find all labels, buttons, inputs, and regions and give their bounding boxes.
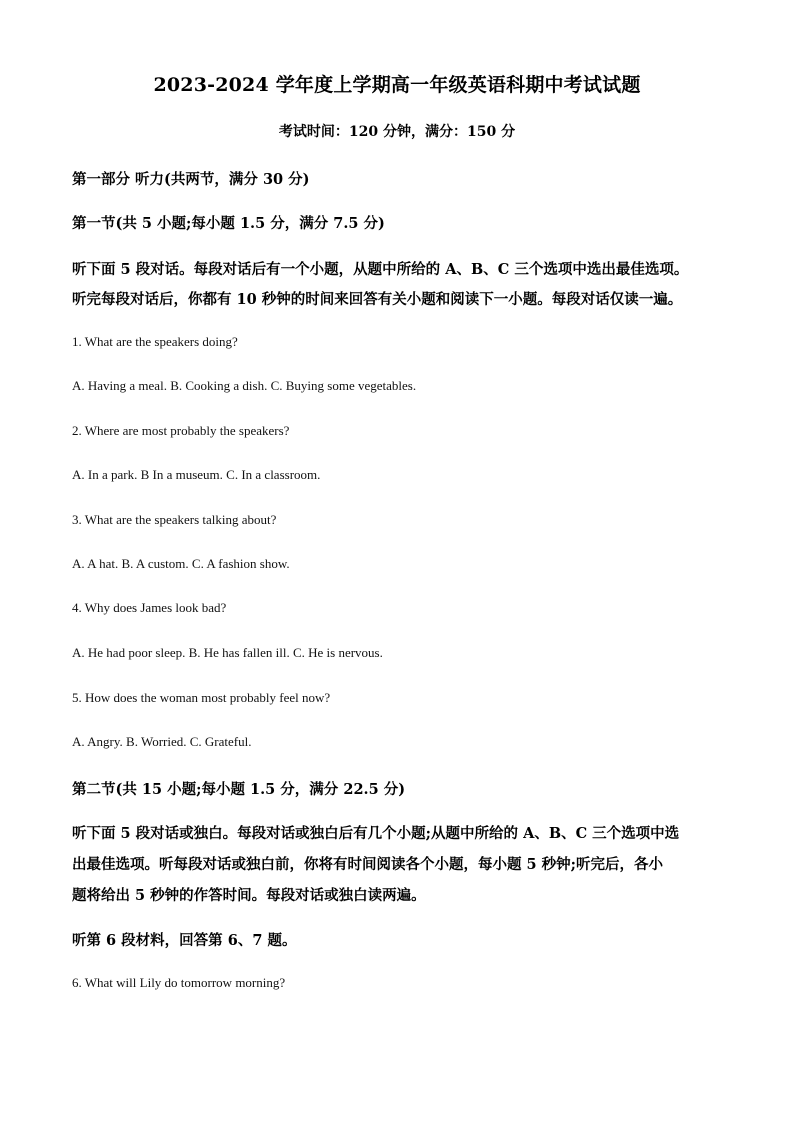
exam-time-score: 考试时间：120 分钟，满分：150 分: [278, 124, 516, 140]
question-3-options: A. A hat. B. A custom. C. A fashion show.: [72, 556, 290, 571]
section2-instructions-line2: 出最佳选项。听每段对话或独白前，你将有时间阅读各个小题，每小题 5 秒钟;听完后，各小: [72, 856, 664, 873]
section2-instructions-line1: 听下面 5 段对话或独白。每段对话或独白后有几个小题;从题中所给的 A、B、C 三个选项中选: [72, 825, 680, 842]
section2-heading: 第二节(共 15 小题;每小题 1.5 分，满分 22.5 分): [72, 781, 406, 798]
material-6-prompt: 听第 6 段材料，回答第 6、7 题。: [72, 932, 297, 949]
section1-instructions-line1: 听下面 5 段对话。每段对话后有一个小题，从题中所给的 A、B、C 三个选项中选出最佳选项。: [72, 261, 689, 278]
question-4-options: A. He had poor sleep. B. He has fallen ill. C. He is nervous.: [72, 645, 383, 660]
question-5-options: A. Angry. B. Worried. C. Grateful.: [72, 734, 252, 749]
section2-instructions-line3: 题将给出 5 秒钟的作答时间。每段对话或独白读两遍。: [72, 887, 426, 904]
question-3: 3. What are the speakers talking about?: [72, 512, 277, 527]
section1-heading: 第一节(共 5 小题;每小题 1.5 分，满分 7.5 分): [72, 215, 385, 232]
question-5: 5. How does the woman most probably feel now?: [72, 690, 331, 705]
part1-heading: 第一部分 听力(共两节，满分 30 分): [72, 171, 310, 188]
question-1-options: A. Having a meal. B. Cooking a dish. C. Buying some vegetables.: [72, 378, 417, 393]
exam-title: 2023-2024 学年度上学期高一年级英语科期中考试试题: [153, 74, 641, 96]
section1-instructions-line2: 听完每段对话后，你都有 10 秒钟的时间来回答有关小题和阅读下一小题。每段对话仅读一遍。: [72, 291, 683, 308]
question-1: 1. What are the speakers doing?: [72, 334, 238, 349]
question-2: 2. Where are most probably the speakers?: [72, 423, 290, 438]
question-6: 6. What will Lily do tomorrow morning?: [72, 975, 286, 990]
question-4: 4. Why does James look bad?: [72, 600, 227, 615]
question-2-options: A. In a park. B In a museum. C. In a classroom.: [72, 467, 321, 482]
